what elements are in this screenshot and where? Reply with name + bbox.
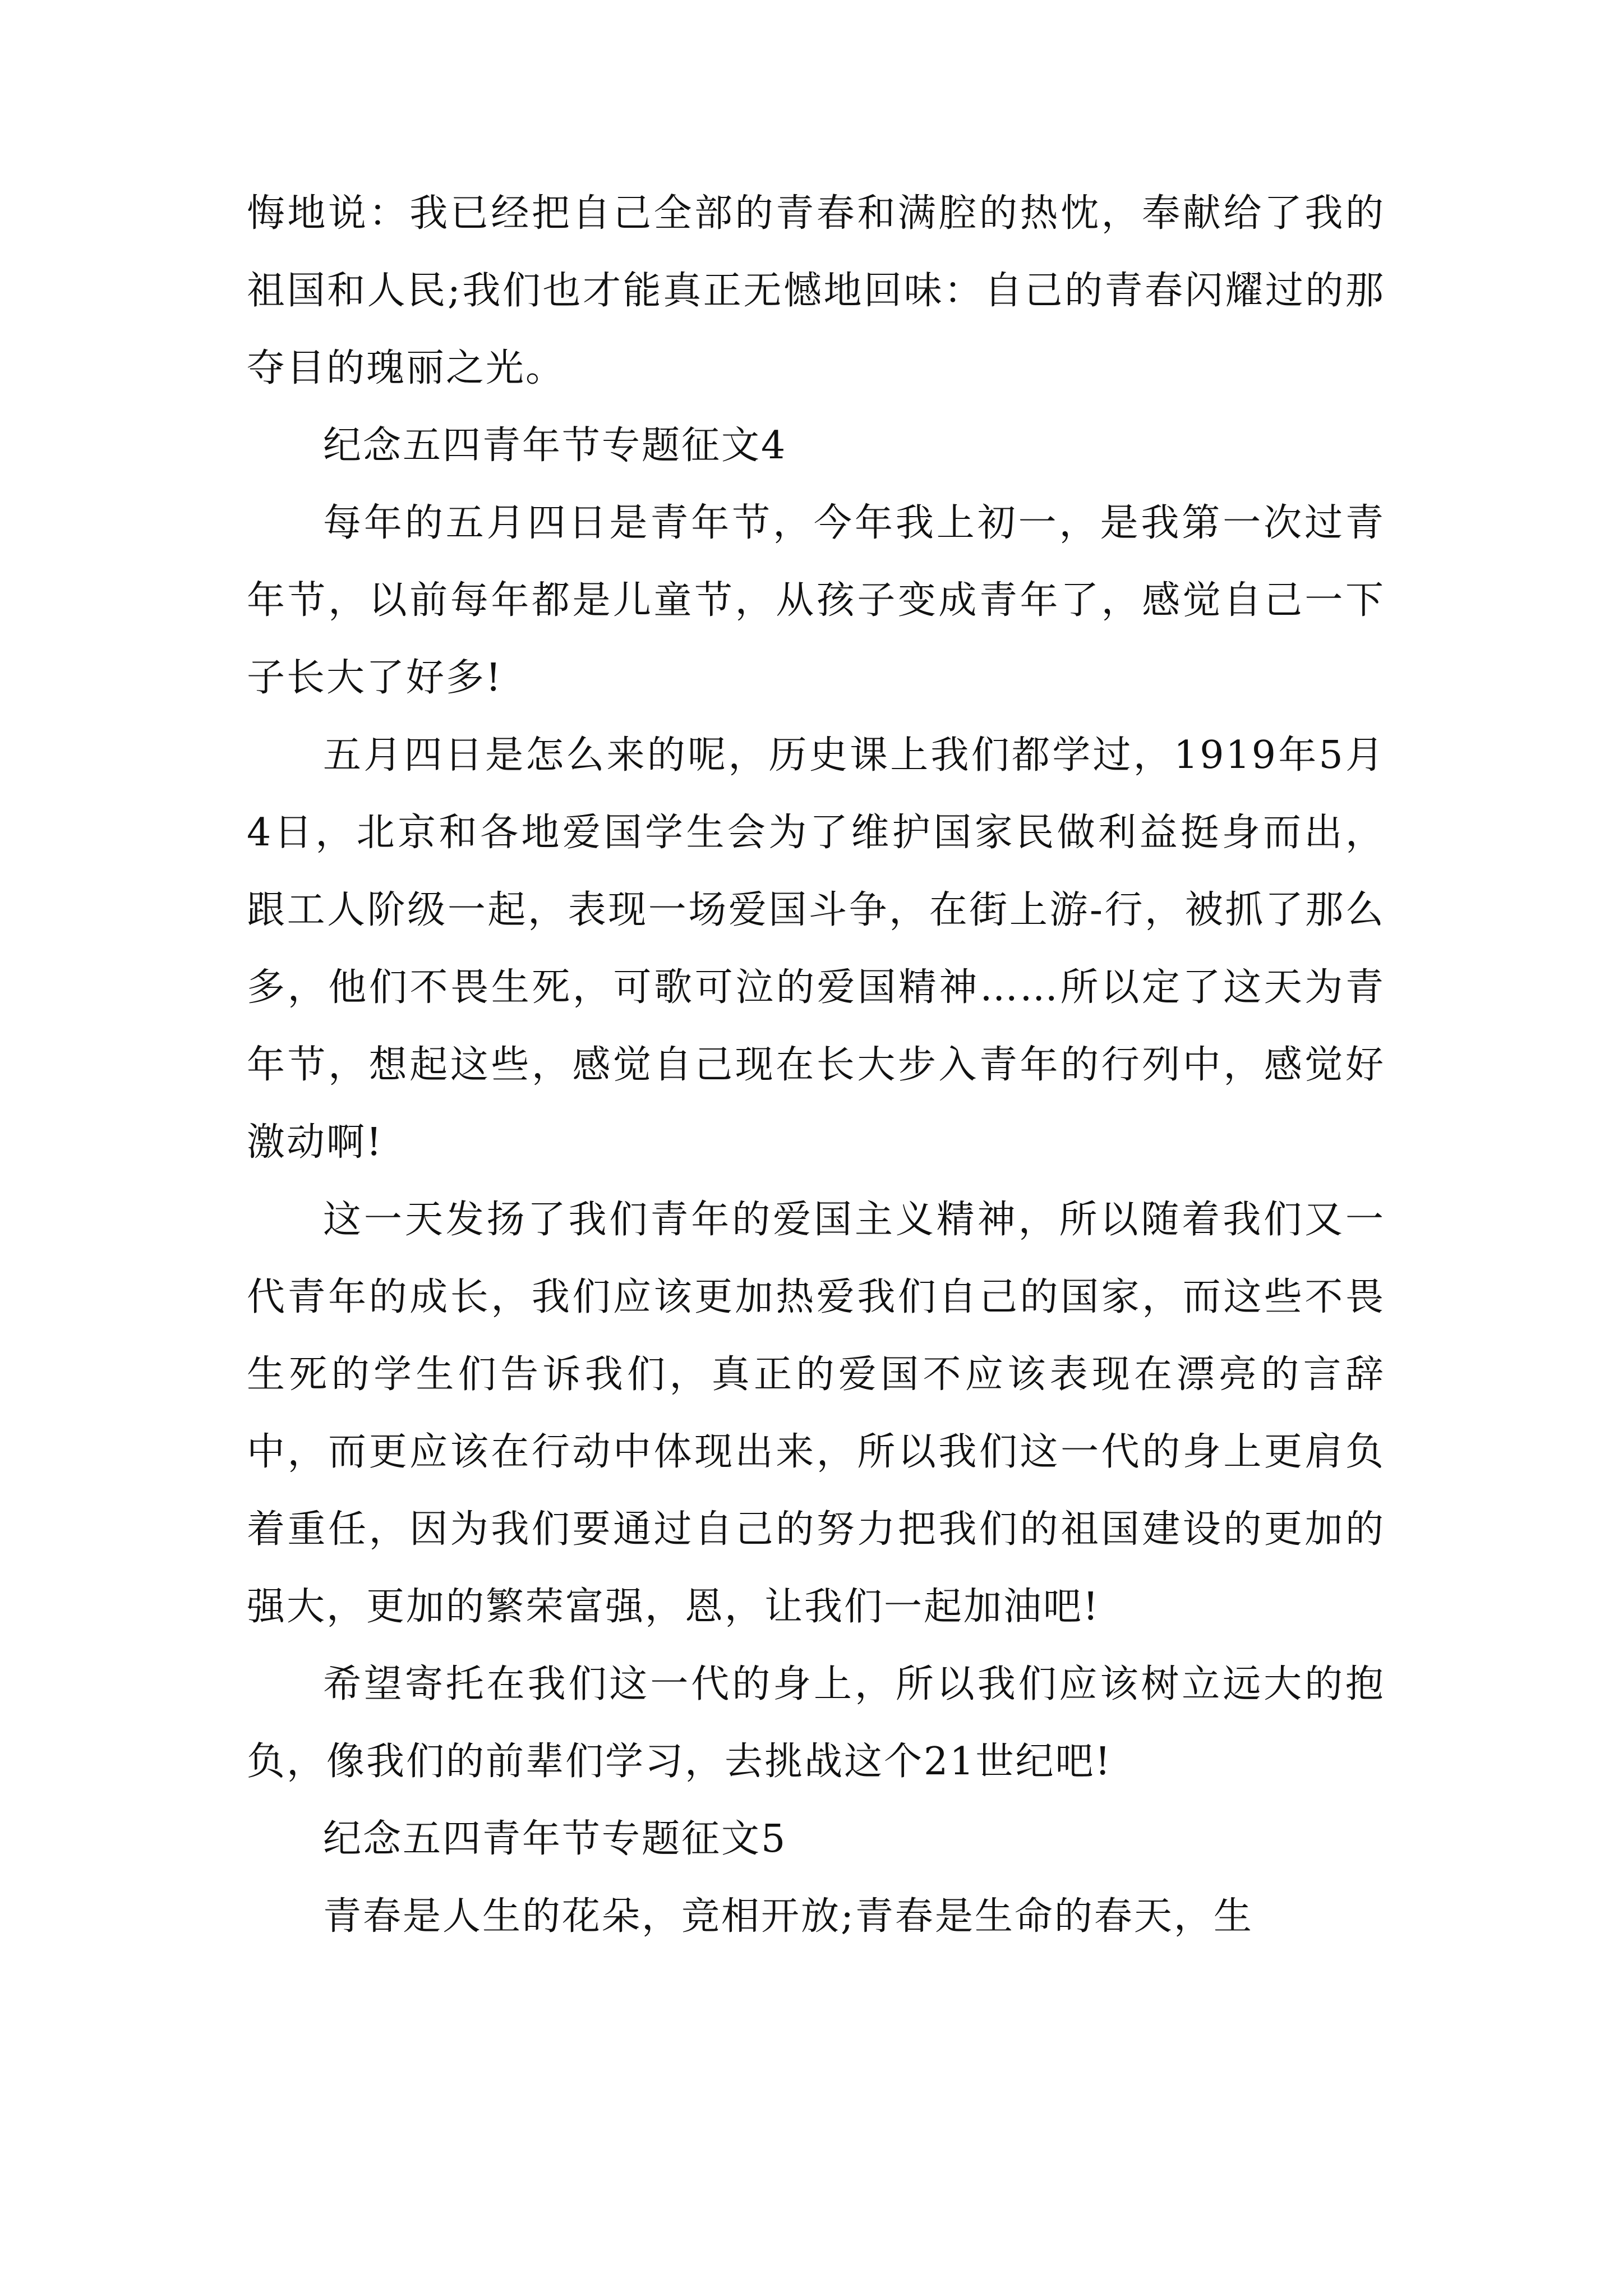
paragraph: 五月四日是怎么来的呢，历史课上我们都学过，1919年5月4日，北京和各地爱国学生会为了维护国家民做利益挺身而出，跟工人阶级一起，表现一场爱国斗争，在街上游-行，被抓了那么多，他们不畏生死，可歌可泣的爱国精神……所以定了这天为青年节，想起这些，感觉自己现在长大步入青年的行列中，感觉好激动啊!: [247, 733, 1385, 1165]
document-body: [247, 175, 1385, 1955]
paragraph: 这一天发扬了我们青年的爱国主义精神，所以随着我们又一代青年的成长，我们应该更加热爱我们自己的国家，而这些不畏生死的学生们告诉我们，真正的爱国不应该表现在漂亮的言辞中，而更应该在行动中体现出来，所以我们这一代的身上更肩负着重任，因为我们要通过自己的努力把我们的祖国建设的更加的强大，更加的繁荣富强，恩，让我们一起加油吧!: [247, 1198, 1385, 1629]
paragraph: 希望寄托在我们这一代的身上，所以我们应该树立远大的抱负，像我们的前辈们学习，去挑战这个21世纪吧!: [247, 1662, 1385, 1784]
paragraph: 每年的五月四日是青年节，今年我上初一，是我第一次过青年节，以前每年都是儿童节，从孩子变成青年了，感觉自己一下子长大了好多!: [247, 501, 1385, 700]
paragraph: 青春是人生的花朵，竞相开放;青春是生命的春天，生: [323, 1894, 1253, 1939]
essay-heading-5: 纪念五四青年节专题征文5: [323, 1817, 787, 1861]
paragraph-continuation: 悔地说：我已经把自己全部的青春和满腔的热忱，奉献给了我的祖国和人民;我们也才能真正无憾地回味：自己的青春闪耀过的那夺目的瑰丽之光。: [247, 191, 1385, 390]
essay-heading-4: 纪念五四青年节专题征文4: [323, 424, 787, 468]
